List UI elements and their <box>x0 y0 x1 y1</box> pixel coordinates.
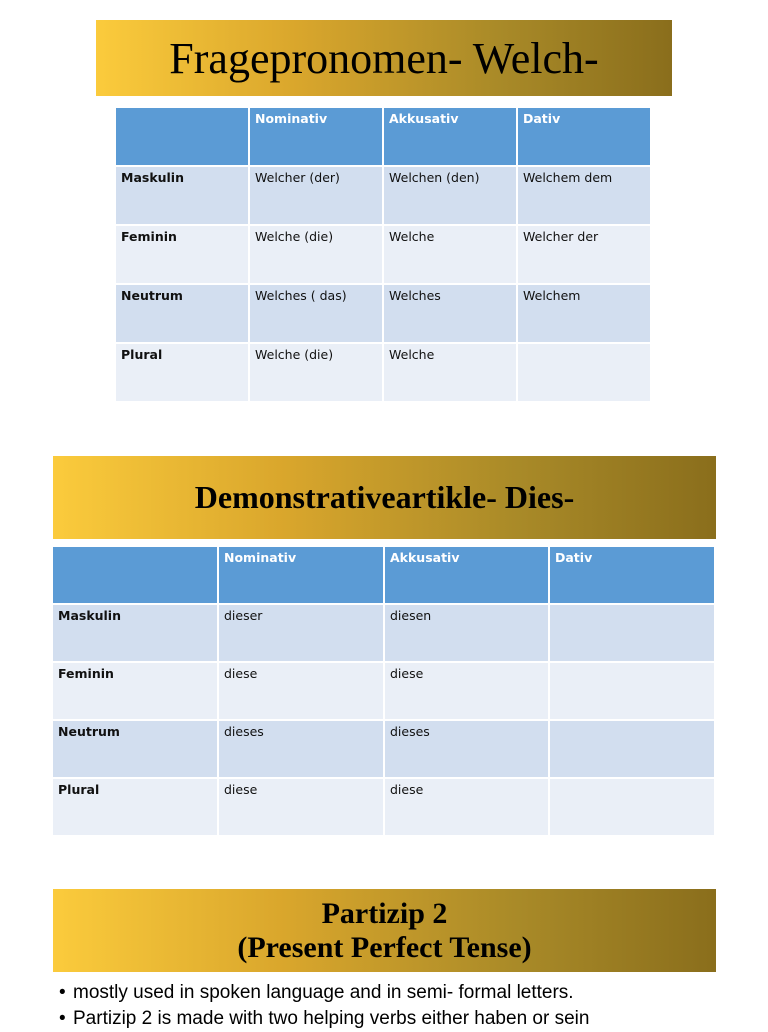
table-cell: Welcher (der) <box>250 167 384 226</box>
bullet-item: • mostly used in spoken language and in semi- formal letters. <box>57 980 757 1006</box>
table-cell: Welchem <box>518 285 652 344</box>
row-header-neutrum: Neutrum <box>53 721 219 779</box>
table-header-row <box>116 108 652 167</box>
table-cell: Welche (die) <box>250 344 384 403</box>
partizip-title-banner <box>53 889 716 972</box>
table-row <box>53 663 716 721</box>
table-cell: diese <box>385 779 550 837</box>
column-header-dativ: Dativ <box>550 547 716 605</box>
table-cell: Welches ( das) <box>250 285 384 344</box>
demonstrativartikel-table <box>53 547 716 837</box>
table-cell: dieser <box>219 605 385 663</box>
partizip-title-line2: (Present Perfect Tense) <box>237 930 532 964</box>
row-header-maskulin: Maskulin <box>53 605 219 663</box>
column-header-akkusativ: Akkusativ <box>385 547 550 605</box>
table-cell: dieses <box>219 721 385 779</box>
table-cell: Welches <box>384 285 518 344</box>
column-header-akkusativ: Akkusativ <box>384 108 518 167</box>
fragepronomen-title-banner <box>96 20 672 96</box>
table-cell: Welchem dem <box>518 167 652 226</box>
partizip-title-line1: Partizip 2 <box>321 896 448 930</box>
demonstrativartikel-title: Demonstrativeartikle- Dies- <box>194 479 575 515</box>
table-row <box>116 167 652 226</box>
table-row <box>116 344 652 403</box>
table-row <box>53 605 716 663</box>
table-cell: Welchen (den) <box>384 167 518 226</box>
table-cell <box>550 721 716 779</box>
fragepronomen-title: Fragepronomen- Welch- <box>169 33 599 83</box>
table-cell: dieses <box>385 721 550 779</box>
table-cell: diese <box>219 663 385 721</box>
table-cell: Welche (die) <box>250 226 384 285</box>
bullet-item: • Partizip 2 is made with two helping verbs either haben or sein <box>57 1006 757 1032</box>
row-header-plural: Plural <box>116 344 250 403</box>
table-row <box>116 285 652 344</box>
table-cell <box>550 779 716 837</box>
table-header-row <box>53 547 716 605</box>
column-header-nominativ: Nominativ <box>250 108 384 167</box>
table-cell: diese <box>219 779 385 837</box>
partizip-bullet-list <box>57 980 757 1032</box>
table-row <box>53 779 716 837</box>
column-header <box>116 108 250 167</box>
table-row <box>53 721 716 779</box>
table-cell: Welche <box>384 226 518 285</box>
table-cell: diesen <box>385 605 550 663</box>
row-header-plural: Plural <box>53 779 219 837</box>
column-header <box>53 547 219 605</box>
table-cell: Welcher der <box>518 226 652 285</box>
table-cell <box>550 605 716 663</box>
table-cell: diese <box>385 663 550 721</box>
demonstrativartikel-title-banner <box>53 456 716 539</box>
row-header-neutrum: Neutrum <box>116 285 250 344</box>
row-header-feminin: Feminin <box>116 226 250 285</box>
column-header-dativ: Dativ <box>518 108 652 167</box>
table-cell <box>550 663 716 721</box>
table-row <box>116 226 652 285</box>
row-header-maskulin: Maskulin <box>116 167 250 226</box>
table-cell <box>518 344 652 403</box>
table-cell: Welche <box>384 344 518 403</box>
fragepronomen-table <box>116 108 652 403</box>
row-header-feminin: Feminin <box>53 663 219 721</box>
column-header-nominativ: Nominativ <box>219 547 385 605</box>
